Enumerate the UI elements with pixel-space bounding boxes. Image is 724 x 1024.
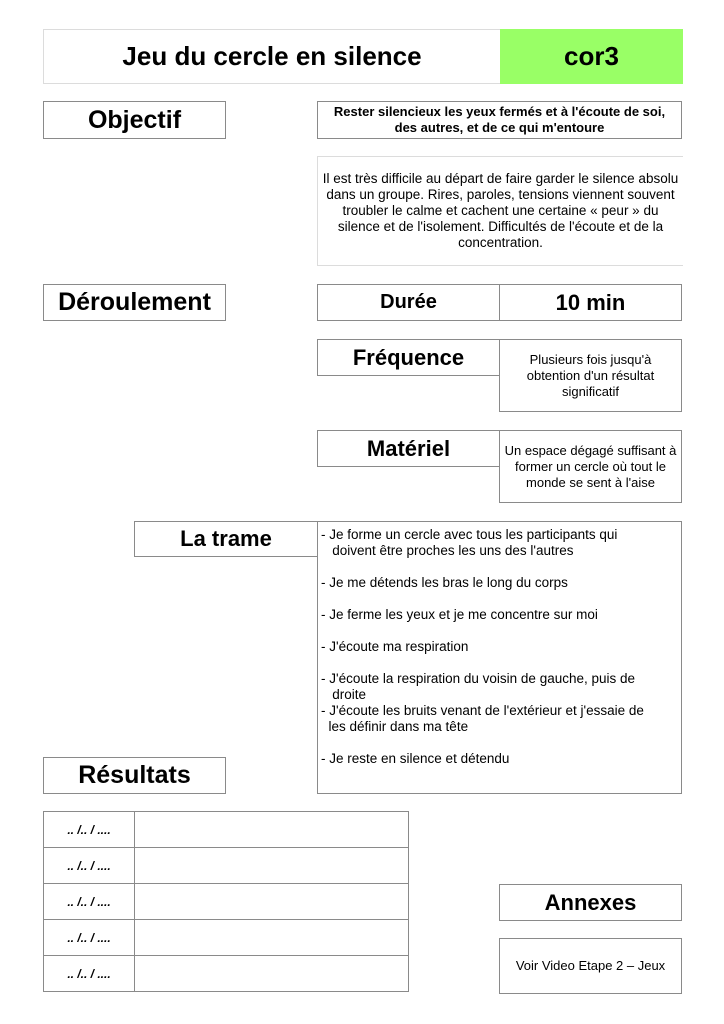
trame-line: droite bbox=[321, 687, 367, 702]
table-row bbox=[44, 848, 409, 884]
title-banner bbox=[43, 29, 682, 84]
date-cell: .. /.. / .... bbox=[44, 848, 135, 884]
trame-line: - Je me détends les bras le long du corps bbox=[321, 575, 568, 590]
deroulement-label: Déroulement bbox=[43, 284, 226, 321]
note-cell[interactable] bbox=[135, 920, 409, 956]
objectif-label: Objectif bbox=[43, 101, 226, 139]
date-cell: .. /.. / .... bbox=[44, 920, 135, 956]
frequence-label: Fréquence bbox=[317, 339, 500, 376]
trame-line: doivent être proches les uns des l'autres bbox=[321, 543, 574, 558]
objectif-summary: Rester silencieux les yeux fermés et à l'écoute de soi, des autres, et de ce qui m'entoure bbox=[317, 101, 682, 139]
table-row bbox=[44, 884, 409, 920]
resultats-table bbox=[43, 811, 409, 992]
activity-code-badge: cor3 bbox=[500, 29, 683, 84]
date-cell: .. /.. / .... bbox=[44, 812, 135, 848]
note-cell[interactable] bbox=[135, 812, 409, 848]
table-row bbox=[44, 920, 409, 956]
objectif-description: Il est très difficile au départ de faire garder le silence absolu dans un groupe. Rires, paroles, tensions viennent souvent troubler le calme et cachent une certaine « peur » du silence et de l'isolement. Difficultés de l'écoute et de la concentration. bbox=[317, 156, 683, 266]
materiel-label: Matériel bbox=[317, 430, 500, 467]
note-cell[interactable] bbox=[135, 848, 409, 884]
trame-label: La trame bbox=[134, 521, 318, 557]
page-title: Jeu du cercle en silence bbox=[122, 41, 422, 71]
trame-line: - Je reste en silence et détendu bbox=[321, 751, 510, 766]
trame-line: les définir dans ma tête bbox=[321, 719, 469, 734]
table-row bbox=[44, 812, 409, 848]
trame-line: - J'écoute ma respiration bbox=[321, 639, 469, 654]
table-row bbox=[44, 956, 409, 992]
trame-line: - J'écoute les bruits venant de l'extérieur et j'essaie de bbox=[321, 703, 644, 718]
annexes-value: Voir Video Etape 2 – Jeux bbox=[499, 938, 682, 994]
resultats-label: Résultats bbox=[43, 757, 226, 794]
frequence-value: Plusieurs fois jusqu'à obtention d'un résultat significatif bbox=[499, 339, 682, 412]
trame-line: - J'écoute la respiration du voisin de gauche, puis de bbox=[321, 671, 636, 686]
date-cell: .. /.. / .... bbox=[44, 956, 135, 992]
date-cell: .. /.. / .... bbox=[44, 884, 135, 920]
trame-line: - Je ferme les yeux et je me concentre sur moi bbox=[321, 607, 598, 622]
note-cell[interactable] bbox=[135, 884, 409, 920]
annexes-label: Annexes bbox=[499, 884, 682, 921]
note-cell[interactable] bbox=[135, 956, 409, 992]
materiel-value: Un espace dégagé suffisant à former un cercle où tout le monde se sent à l'aise bbox=[499, 430, 682, 503]
duree-value: 10 min bbox=[499, 284, 682, 321]
trame-steps bbox=[317, 521, 682, 794]
duree-label: Durée bbox=[317, 284, 500, 321]
trame-line: - Je forme un cercle avec tous les participants qui bbox=[321, 527, 618, 542]
